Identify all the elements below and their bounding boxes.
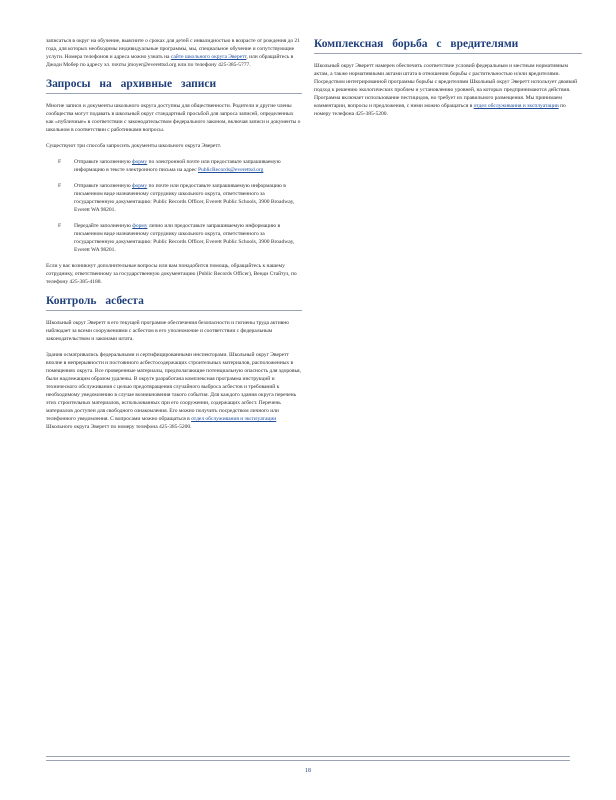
asbestos-heading-rule bbox=[46, 310, 302, 311]
list-item-text: Передайте заполненную bbox=[74, 223, 131, 229]
maintenance-department-link[interactable]: отдел обслуживания и эксплуатации bbox=[473, 103, 559, 109]
page-number: 18 bbox=[305, 768, 311, 774]
archive-paragraph-1: Многие записи и документы школьного округа доступны для общественности. Родители и другие члены сообщества могут подавать в школьный округ стандартный просьбой для запроса записей, определенных как «публичные» в соответствии с законодательством федерального законом, включая записи и документы о школьном в соответствии с работниками вопросы. bbox=[46, 103, 301, 133]
list-item bbox=[46, 182, 302, 214]
list-item-text: по почте или предоставьте запрашиваемую информацию в письменном виде назначенному сотруднику школьного округа, ответственного за государственную документацию: Public Records Officer, Everett Public Schools, 3900 Broadway, Everett WA 98201. bbox=[74, 183, 295, 213]
pest-text-2: по номеру телефона 425-385-5200. bbox=[314, 103, 566, 117]
district-site-link[interactable]: сайте школьного округа Эверетт bbox=[170, 54, 247, 60]
asbestos-text-2: Школьного округа Эверетт по номеру телефона 425-385-5200. bbox=[46, 424, 192, 430]
list-item-text: лично или предоставьте запрашиваемую информацию в письменном виде назначенному сотруднику школьного округа, ответственного за государственную документацию: Public Records Officer, Everett Public Schools, 3900 Broadway, Everett WA 98201. bbox=[74, 223, 295, 253]
intro-paragraph bbox=[46, 37, 302, 69]
pest-heading-rule bbox=[314, 53, 582, 54]
asbestos-paragraph-1: Школьный округ Эверетт в его текущей программе обеспечения безопасности и гигиены труда активно наблюдает за всеми сооружениями с асбестом в его уполномочие и соответствии с федеральным законодательством и законами штата. bbox=[46, 320, 289, 342]
left-column bbox=[46, 37, 302, 431]
form-link[interactable]: форму bbox=[131, 183, 148, 189]
list-item-text: Отправьте заполненную bbox=[74, 183, 131, 189]
list-item bbox=[46, 222, 302, 254]
list-item-text: Отправьте заполненную bbox=[74, 159, 131, 165]
pest-paragraph bbox=[314, 62, 582, 118]
intro-text-2: , или обращайтесь в Джоди Мобер по адресу эл. почты jmoyer@everettsd.org или по телефону 425-385-5777. bbox=[46, 54, 294, 68]
pest-heading: Комплексная борьба с вредителями bbox=[314, 38, 519, 50]
bullet-icon: F bbox=[58, 183, 62, 189]
archive-paragraph-3: Если у вас возникнут дополнительные вопросы или вам понадобится помощь, обращайтесь к нашему сотруднику, ответственному за государственную документацию (Public Records Officer), Венди Стайтуз, по телефону 425-385-4188. bbox=[46, 263, 297, 285]
maintenance-department-link[interactable]: отдел обслуживания и эксплуатации bbox=[191, 416, 277, 422]
bullet-icon: F bbox=[58, 159, 62, 165]
archive-paragraph-2: Существуют три способа запросить документы школьного округа Эверетт. bbox=[46, 143, 222, 149]
form-link[interactable]: форму bbox=[132, 223, 148, 229]
bullet-icon: F bbox=[58, 223, 62, 229]
asbestos-heading: Контроль асбеста bbox=[46, 295, 144, 307]
asbestos-text: Здания осматривались федеральными и сертифицированными инспекторами. Школьный округ Эверетт вполне в непрерывности и постоянного асбестосодержащих строительных материалов, расположенных в помещениях округа. Все проверенные материалы, предполагающие потенциальную опасность для здоровья, были надлежащим образом удалены. В округе разработана комплексная программа инструкций и технического обслуживания с целью предотвращения случайного выброса асбестов и требований к необходимому уведомлению в случае возникновения такого события. Для каждого здания округа перечень этих строительных материалов, использованных при его сооружении, содержащих асбест. Перечень материалов доступен для свободного ознакомления. Его можно получить посредством личного или телефонного уведомления. С вопросами можно обращаться в bbox=[46, 352, 301, 422]
public-records-email-link[interactable]: PublicRecords@everettsd.org bbox=[197, 167, 264, 173]
right-column bbox=[314, 37, 582, 118]
intro-text: записаться в округ на обучение, выясните о сроках для детей с инвалидностью в возрасте от рождения до 21 года, для которых необходимы индивидуальные программы, мы, специальное обучение и сопутствующие услуги. Номера телефонов и адреса можно узнать на bbox=[46, 38, 300, 60]
archive-request-list bbox=[46, 158, 302, 254]
pest-text: Школьный округ Эверетт намерен обеспечить соответствие условий федеральным и местным нормативным актам, а также нормативными актами штата в отношении борьбы с растительностью и/или вредителями. Посредством интегрированной программы борьбы с вредителями Школьный округ Эверетт использует двоякий подход к решению экологических проблем и установлению уровней, на которых предпринимаются действия. Программа включает использование пестицидов, но требует их правильного размещения. Мы принимаем комментарии, вопросы и предложения, с ними можно обращаться в bbox=[314, 63, 578, 109]
footer-divider bbox=[46, 756, 570, 761]
asbestos-paragraph-2 bbox=[46, 351, 302, 431]
list-item-text: по электронной почте или предоставьте запрашиваемую информацию в тексте электронного письма на адрес bbox=[74, 159, 281, 173]
list-item bbox=[46, 158, 302, 174]
archive-heading: Запросы на архивные записи bbox=[46, 78, 217, 90]
archive-heading-rule bbox=[46, 93, 302, 94]
form-link[interactable]: форму bbox=[131, 159, 148, 165]
